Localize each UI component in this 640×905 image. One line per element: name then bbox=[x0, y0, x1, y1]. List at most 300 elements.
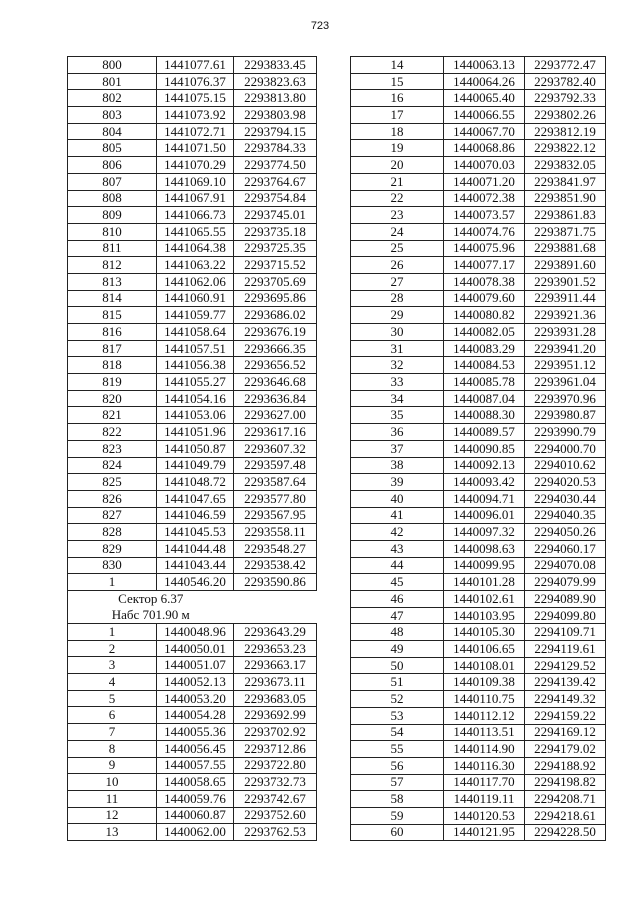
point-number-cell: 24 bbox=[351, 223, 444, 240]
x-coordinate-cell: 1440105.30 bbox=[444, 624, 525, 641]
y-coordinate-cell: 2294109.71 bbox=[525, 624, 606, 641]
point-number-cell: 53 bbox=[351, 707, 444, 724]
y-coordinate-cell: 2294169.12 bbox=[525, 724, 606, 741]
point-number-cell: 816 bbox=[68, 324, 157, 341]
x-coordinate-cell: 1440071.20 bbox=[444, 173, 525, 190]
y-coordinate-cell: 2294139.42 bbox=[525, 674, 606, 691]
x-coordinate-cell: 1440056.45 bbox=[157, 740, 234, 757]
table-row bbox=[351, 741, 606, 758]
y-coordinate-cell: 2293851.90 bbox=[525, 190, 606, 207]
table-row bbox=[351, 357, 606, 374]
table-row bbox=[68, 123, 317, 140]
y-coordinate-cell: 2293871.75 bbox=[525, 223, 606, 240]
y-coordinate-cell: 2293822.12 bbox=[525, 140, 606, 157]
table-row bbox=[351, 807, 606, 824]
table-row bbox=[351, 574, 606, 591]
y-coordinate-cell: 2293841.97 bbox=[525, 173, 606, 190]
x-coordinate-cell: 1440054.28 bbox=[157, 707, 234, 724]
y-coordinate-cell: 2294020.53 bbox=[525, 474, 606, 491]
point-number-cell: 815 bbox=[68, 307, 157, 324]
y-coordinate-cell: 2293823.63 bbox=[234, 73, 317, 90]
point-number-cell: 805 bbox=[68, 140, 157, 157]
x-coordinate-cell: 1441060.91 bbox=[157, 290, 234, 307]
table-row bbox=[351, 674, 606, 691]
x-coordinate-cell: 1440083.29 bbox=[444, 340, 525, 357]
x-coordinate-cell: 1440089.57 bbox=[444, 424, 525, 441]
x-coordinate-cell: 1440108.01 bbox=[444, 657, 525, 674]
y-coordinate-cell: 2293792.33 bbox=[525, 90, 606, 107]
x-coordinate-cell: 1440066.55 bbox=[444, 107, 525, 124]
table-row bbox=[68, 357, 317, 374]
x-coordinate-cell: 1441045.53 bbox=[157, 524, 234, 541]
x-coordinate-cell: 1440084.53 bbox=[444, 357, 525, 374]
table-row bbox=[68, 724, 317, 741]
point-number-cell: 43 bbox=[351, 540, 444, 557]
x-coordinate-cell: 1440058.65 bbox=[157, 774, 234, 791]
y-coordinate-cell: 2293590.86 bbox=[234, 574, 317, 591]
point-number-cell: 823 bbox=[68, 440, 157, 457]
y-coordinate-cell: 2294079.99 bbox=[525, 574, 606, 591]
y-coordinate-cell: 2293636.84 bbox=[234, 390, 317, 407]
y-coordinate-cell: 2293754.84 bbox=[234, 190, 317, 207]
y-coordinate-cell: 2294050.26 bbox=[525, 524, 606, 541]
y-coordinate-cell: 2293577.80 bbox=[234, 490, 317, 507]
table-row bbox=[68, 90, 317, 107]
x-coordinate-cell: 1441064.38 bbox=[157, 240, 234, 257]
x-coordinate-cell: 1440119.11 bbox=[444, 791, 525, 808]
x-coordinate-cell: 1440120.53 bbox=[444, 807, 525, 824]
y-coordinate-cell: 2293692.99 bbox=[234, 707, 317, 724]
table-row bbox=[68, 824, 317, 841]
y-coordinate-cell: 2293980.87 bbox=[525, 407, 606, 424]
table-row bbox=[68, 173, 317, 190]
point-number-cell: 6 bbox=[68, 707, 157, 724]
y-coordinate-cell: 2293782.40 bbox=[525, 73, 606, 90]
y-coordinate-cell: 2293951.12 bbox=[525, 357, 606, 374]
point-number-cell: 821 bbox=[68, 407, 157, 424]
point-number-cell: 1 bbox=[68, 624, 157, 641]
x-coordinate-cell: 1441050.87 bbox=[157, 440, 234, 457]
table-row bbox=[351, 457, 606, 474]
x-coordinate-cell: 1441069.10 bbox=[157, 173, 234, 190]
point-number-cell: 4 bbox=[68, 674, 157, 691]
x-coordinate-cell: 1441057.51 bbox=[157, 340, 234, 357]
point-number-cell: 826 bbox=[68, 490, 157, 507]
y-coordinate-cell: 2293881.68 bbox=[525, 240, 606, 257]
table-row bbox=[68, 524, 317, 541]
y-coordinate-cell: 2293715.52 bbox=[234, 257, 317, 274]
table-row bbox=[351, 340, 606, 357]
x-coordinate-cell: 1440053.20 bbox=[157, 690, 234, 707]
y-coordinate-cell: 2293597.48 bbox=[234, 457, 317, 474]
point-number-cell: 55 bbox=[351, 741, 444, 758]
table-row bbox=[68, 424, 317, 441]
point-number-cell: 57 bbox=[351, 774, 444, 791]
table-row bbox=[351, 490, 606, 507]
section-header-row bbox=[68, 591, 317, 608]
y-coordinate-cell: 2293774.50 bbox=[234, 157, 317, 174]
point-number-cell: 52 bbox=[351, 691, 444, 708]
y-coordinate-cell: 2293673.11 bbox=[234, 674, 317, 691]
y-coordinate-cell: 2293990.79 bbox=[525, 424, 606, 441]
x-coordinate-cell: 1441055.27 bbox=[157, 374, 234, 391]
point-number-cell: 819 bbox=[68, 374, 157, 391]
x-coordinate-cell: 1440093.42 bbox=[444, 474, 525, 491]
x-coordinate-cell: 1440117.70 bbox=[444, 774, 525, 791]
point-number-cell: 26 bbox=[351, 257, 444, 274]
point-number-cell: 22 bbox=[351, 190, 444, 207]
table-row bbox=[68, 474, 317, 491]
y-coordinate-cell: 2293732.73 bbox=[234, 774, 317, 791]
table-row bbox=[68, 440, 317, 457]
point-number-cell: 809 bbox=[68, 207, 157, 224]
x-coordinate-cell: 1440110.75 bbox=[444, 691, 525, 708]
y-coordinate-cell: 2294159.22 bbox=[525, 707, 606, 724]
point-number-cell: 818 bbox=[68, 357, 157, 374]
x-coordinate-cell: 1441075.15 bbox=[157, 90, 234, 107]
y-coordinate-cell: 2293656.52 bbox=[234, 357, 317, 374]
x-coordinate-cell: 1440085.78 bbox=[444, 374, 525, 391]
point-number-cell: 40 bbox=[351, 490, 444, 507]
x-coordinate-cell: 1440112.12 bbox=[444, 707, 525, 724]
table-row bbox=[351, 123, 606, 140]
table-row bbox=[68, 107, 317, 124]
table-row bbox=[68, 223, 317, 240]
point-number-cell: 18 bbox=[351, 123, 444, 140]
x-coordinate-cell: 1440070.03 bbox=[444, 157, 525, 174]
x-coordinate-cell: 1441062.06 bbox=[157, 273, 234, 290]
y-coordinate-cell: 2293961.04 bbox=[525, 374, 606, 391]
table-row bbox=[351, 190, 606, 207]
table-row bbox=[351, 424, 606, 441]
x-coordinate-cell: 1440079.60 bbox=[444, 290, 525, 307]
point-number-cell: 808 bbox=[68, 190, 157, 207]
point-number-cell: 25 bbox=[351, 240, 444, 257]
point-number-cell: 30 bbox=[351, 324, 444, 341]
y-coordinate-cell: 2294188.92 bbox=[525, 757, 606, 774]
point-number-cell: 19 bbox=[351, 140, 444, 157]
point-number-cell: 820 bbox=[68, 390, 157, 407]
point-number-cell: 9 bbox=[68, 757, 157, 774]
x-coordinate-cell: 1440113.51 bbox=[444, 724, 525, 741]
x-coordinate-cell: 1441044.48 bbox=[157, 540, 234, 557]
y-coordinate-cell: 2293722.80 bbox=[234, 757, 317, 774]
y-coordinate-cell: 2293745.01 bbox=[234, 207, 317, 224]
table-row bbox=[351, 57, 606, 74]
table-row bbox=[351, 374, 606, 391]
x-coordinate-cell: 1441063.22 bbox=[157, 257, 234, 274]
point-number-cell: 50 bbox=[351, 657, 444, 674]
y-coordinate-cell: 2293802.26 bbox=[525, 107, 606, 124]
y-coordinate-cell: 2293861.83 bbox=[525, 207, 606, 224]
x-coordinate-cell: 1441072.71 bbox=[157, 123, 234, 140]
point-number-cell: 16 bbox=[351, 90, 444, 107]
table-row bbox=[68, 207, 317, 224]
y-coordinate-cell: 2293705.69 bbox=[234, 273, 317, 290]
y-coordinate-cell: 2294218.61 bbox=[525, 807, 606, 824]
section-blank-cell bbox=[234, 591, 317, 608]
x-coordinate-cell: 1441071.50 bbox=[157, 140, 234, 157]
y-coordinate-cell: 2293970.96 bbox=[525, 390, 606, 407]
y-coordinate-cell: 2293666.35 bbox=[234, 340, 317, 357]
y-coordinate-cell: 2293643.29 bbox=[234, 624, 317, 641]
x-coordinate-cell: 1440051.07 bbox=[157, 657, 234, 674]
table-row bbox=[351, 691, 606, 708]
section-subtitle: Набс 701.90 м bbox=[68, 607, 234, 624]
point-number-cell: 825 bbox=[68, 474, 157, 491]
y-coordinate-cell: 2294010.62 bbox=[525, 457, 606, 474]
y-coordinate-cell: 2293784.33 bbox=[234, 140, 317, 157]
y-coordinate-cell: 2294129.52 bbox=[525, 657, 606, 674]
point-number-cell: 35 bbox=[351, 407, 444, 424]
table-row bbox=[68, 390, 317, 407]
y-coordinate-cell: 2293941.20 bbox=[525, 340, 606, 357]
point-number-cell: 37 bbox=[351, 440, 444, 457]
x-coordinate-cell: 1440072.38 bbox=[444, 190, 525, 207]
x-coordinate-cell: 1441076.37 bbox=[157, 73, 234, 90]
point-number-cell: 827 bbox=[68, 507, 157, 524]
x-coordinate-cell: 1440050.01 bbox=[157, 640, 234, 657]
x-coordinate-cell: 1440057.55 bbox=[157, 757, 234, 774]
x-coordinate-cell: 1440082.05 bbox=[444, 324, 525, 341]
y-coordinate-cell: 2293901.52 bbox=[525, 273, 606, 290]
point-number-cell: 44 bbox=[351, 557, 444, 574]
point-number-cell: 32 bbox=[351, 357, 444, 374]
point-number-cell: 38 bbox=[351, 457, 444, 474]
coordinates-table-left bbox=[67, 56, 317, 841]
table-row bbox=[351, 140, 606, 157]
table-row bbox=[351, 624, 606, 641]
y-coordinate-cell: 2294149.32 bbox=[525, 691, 606, 708]
x-coordinate-cell: 1441077.61 bbox=[157, 57, 234, 74]
point-number-cell: 21 bbox=[351, 173, 444, 190]
table-row bbox=[351, 507, 606, 524]
table-row bbox=[68, 324, 317, 341]
point-number-cell: 7 bbox=[68, 724, 157, 741]
x-coordinate-cell: 1440067.70 bbox=[444, 123, 525, 140]
point-number-cell: 810 bbox=[68, 223, 157, 240]
x-coordinate-cell: 1441047.65 bbox=[157, 490, 234, 507]
table-row bbox=[351, 657, 606, 674]
point-number-cell: 803 bbox=[68, 107, 157, 124]
x-coordinate-cell: 1440073.57 bbox=[444, 207, 525, 224]
x-coordinate-cell: 1440097.32 bbox=[444, 524, 525, 541]
y-coordinate-cell: 2293607.32 bbox=[234, 440, 317, 457]
table-row bbox=[351, 524, 606, 541]
y-coordinate-cell: 2293803.98 bbox=[234, 107, 317, 124]
table-row bbox=[351, 774, 606, 791]
table-row bbox=[351, 223, 606, 240]
y-coordinate-cell: 2293702.92 bbox=[234, 724, 317, 741]
table-row bbox=[351, 173, 606, 190]
point-number-cell: 54 bbox=[351, 724, 444, 741]
table-row bbox=[68, 807, 317, 824]
y-coordinate-cell: 2294060.17 bbox=[525, 540, 606, 557]
point-number-cell: 822 bbox=[68, 424, 157, 441]
x-coordinate-cell: 1440098.63 bbox=[444, 540, 525, 557]
point-number-cell: 828 bbox=[68, 524, 157, 541]
point-number-cell: 3 bbox=[68, 657, 157, 674]
x-coordinate-cell: 1440074.76 bbox=[444, 223, 525, 240]
table-row bbox=[68, 57, 317, 74]
y-coordinate-cell: 2293891.60 bbox=[525, 257, 606, 274]
table-row bbox=[68, 290, 317, 307]
point-number-cell: 5 bbox=[68, 690, 157, 707]
x-coordinate-cell: 1441046.59 bbox=[157, 507, 234, 524]
point-number-cell: 806 bbox=[68, 157, 157, 174]
y-coordinate-cell: 2293653.23 bbox=[234, 640, 317, 657]
y-coordinate-cell: 2293752.60 bbox=[234, 807, 317, 824]
table-row bbox=[68, 507, 317, 524]
y-coordinate-cell: 2293764.67 bbox=[234, 173, 317, 190]
x-coordinate-cell: 1440062.00 bbox=[157, 824, 234, 841]
y-coordinate-cell: 2293725.35 bbox=[234, 240, 317, 257]
table-row bbox=[351, 440, 606, 457]
x-coordinate-cell: 1441056.38 bbox=[157, 357, 234, 374]
table-row bbox=[68, 674, 317, 691]
point-number-cell: 46 bbox=[351, 591, 444, 608]
point-number-cell: 8 bbox=[68, 740, 157, 757]
y-coordinate-cell: 2293646.68 bbox=[234, 374, 317, 391]
table-row bbox=[68, 774, 317, 791]
y-coordinate-cell: 2293686.02 bbox=[234, 307, 317, 324]
table-row bbox=[68, 540, 317, 557]
table-row bbox=[68, 740, 317, 757]
x-coordinate-cell: 1440077.17 bbox=[444, 257, 525, 274]
y-coordinate-cell: 2293548.27 bbox=[234, 540, 317, 557]
point-number-cell: 812 bbox=[68, 257, 157, 274]
point-number-cell: 829 bbox=[68, 540, 157, 557]
y-coordinate-cell: 2294040.35 bbox=[525, 507, 606, 524]
point-number-cell: 27 bbox=[351, 273, 444, 290]
x-coordinate-cell: 1440116.30 bbox=[444, 757, 525, 774]
point-number-cell: 10 bbox=[68, 774, 157, 791]
x-coordinate-cell: 1440094.71 bbox=[444, 490, 525, 507]
y-coordinate-cell: 2293833.45 bbox=[234, 57, 317, 74]
point-number-cell: 60 bbox=[351, 824, 444, 841]
table-row bbox=[68, 407, 317, 424]
y-coordinate-cell: 2294000.70 bbox=[525, 440, 606, 457]
table-row bbox=[68, 690, 317, 707]
table-row bbox=[351, 157, 606, 174]
point-number-cell: 29 bbox=[351, 307, 444, 324]
table-row bbox=[68, 624, 317, 641]
table-row bbox=[68, 190, 317, 207]
x-coordinate-cell: 1441054.16 bbox=[157, 390, 234, 407]
point-number-cell: 56 bbox=[351, 757, 444, 774]
x-coordinate-cell: 1440068.86 bbox=[444, 140, 525, 157]
point-number-cell: 807 bbox=[68, 173, 157, 190]
point-number-cell: 800 bbox=[68, 57, 157, 74]
x-coordinate-cell: 1440106.65 bbox=[444, 641, 525, 658]
table-row bbox=[351, 791, 606, 808]
y-coordinate-cell: 2293663.17 bbox=[234, 657, 317, 674]
table-row bbox=[68, 307, 317, 324]
x-coordinate-cell: 1440101.28 bbox=[444, 574, 525, 591]
point-number-cell: 23 bbox=[351, 207, 444, 224]
point-number-cell: 13 bbox=[68, 824, 157, 841]
point-number-cell: 31 bbox=[351, 340, 444, 357]
point-number-cell: 47 bbox=[351, 607, 444, 624]
x-coordinate-cell: 1440080.82 bbox=[444, 307, 525, 324]
y-coordinate-cell: 2293911.44 bbox=[525, 290, 606, 307]
point-number-cell: 801 bbox=[68, 73, 157, 90]
point-number-cell: 28 bbox=[351, 290, 444, 307]
x-coordinate-cell: 1440065.40 bbox=[444, 90, 525, 107]
table-row bbox=[351, 724, 606, 741]
y-coordinate-cell: 2293587.64 bbox=[234, 474, 317, 491]
x-coordinate-cell: 1440087.04 bbox=[444, 390, 525, 407]
x-coordinate-cell: 1441067.91 bbox=[157, 190, 234, 207]
table-row bbox=[68, 257, 317, 274]
point-number-cell: 36 bbox=[351, 424, 444, 441]
table-row bbox=[68, 73, 317, 90]
point-number-cell: 817 bbox=[68, 340, 157, 357]
x-coordinate-cell: 1440078.38 bbox=[444, 273, 525, 290]
point-number-cell: 824 bbox=[68, 457, 157, 474]
y-coordinate-cell: 2293627.00 bbox=[234, 407, 317, 424]
table-row bbox=[351, 707, 606, 724]
x-coordinate-cell: 1441051.96 bbox=[157, 424, 234, 441]
x-coordinate-cell: 1440048.96 bbox=[157, 624, 234, 641]
point-number-cell: 11 bbox=[68, 790, 157, 807]
table-row bbox=[351, 73, 606, 90]
x-coordinate-cell: 1440075.96 bbox=[444, 240, 525, 257]
y-coordinate-cell: 2294070.08 bbox=[525, 557, 606, 574]
point-number-cell: 59 bbox=[351, 807, 444, 824]
y-coordinate-cell: 2293931.28 bbox=[525, 324, 606, 341]
table-row bbox=[351, 641, 606, 658]
x-coordinate-cell: 1440060.87 bbox=[157, 807, 234, 824]
y-coordinate-cell: 2294099.80 bbox=[525, 607, 606, 624]
x-coordinate-cell: 1440090.85 bbox=[444, 440, 525, 457]
table-row bbox=[351, 557, 606, 574]
point-number-cell: 802 bbox=[68, 90, 157, 107]
table-row bbox=[351, 107, 606, 124]
table-row bbox=[68, 374, 317, 391]
point-number-cell: 42 bbox=[351, 524, 444, 541]
y-coordinate-cell: 2293921.36 bbox=[525, 307, 606, 324]
point-number-cell: 20 bbox=[351, 157, 444, 174]
point-number-cell: 15 bbox=[351, 73, 444, 90]
y-coordinate-cell: 2293676.19 bbox=[234, 324, 317, 341]
table-row bbox=[68, 140, 317, 157]
x-coordinate-cell: 1440059.76 bbox=[157, 790, 234, 807]
section-blank-cell bbox=[234, 607, 317, 624]
point-number-cell: 17 bbox=[351, 107, 444, 124]
y-coordinate-cell: 2293812.19 bbox=[525, 123, 606, 140]
table-row bbox=[68, 240, 317, 257]
table-row bbox=[351, 757, 606, 774]
y-coordinate-cell: 2293712.86 bbox=[234, 740, 317, 757]
x-coordinate-cell: 1440109.38 bbox=[444, 674, 525, 691]
y-coordinate-cell: 2293762.53 bbox=[234, 824, 317, 841]
point-number-cell: 51 bbox=[351, 674, 444, 691]
table-row bbox=[351, 207, 606, 224]
table-row bbox=[351, 307, 606, 324]
point-number-cell: 48 bbox=[351, 624, 444, 641]
y-coordinate-cell: 2293772.47 bbox=[525, 57, 606, 74]
point-number-cell: 2 bbox=[68, 640, 157, 657]
table-row bbox=[351, 591, 606, 608]
y-coordinate-cell: 2293683.05 bbox=[234, 690, 317, 707]
point-number-cell: 814 bbox=[68, 290, 157, 307]
y-coordinate-cell: 2294179.02 bbox=[525, 741, 606, 758]
table-row bbox=[68, 640, 317, 657]
point-number-cell: 34 bbox=[351, 390, 444, 407]
y-coordinate-cell: 2294119.61 bbox=[525, 641, 606, 658]
point-number-cell: 804 bbox=[68, 123, 157, 140]
